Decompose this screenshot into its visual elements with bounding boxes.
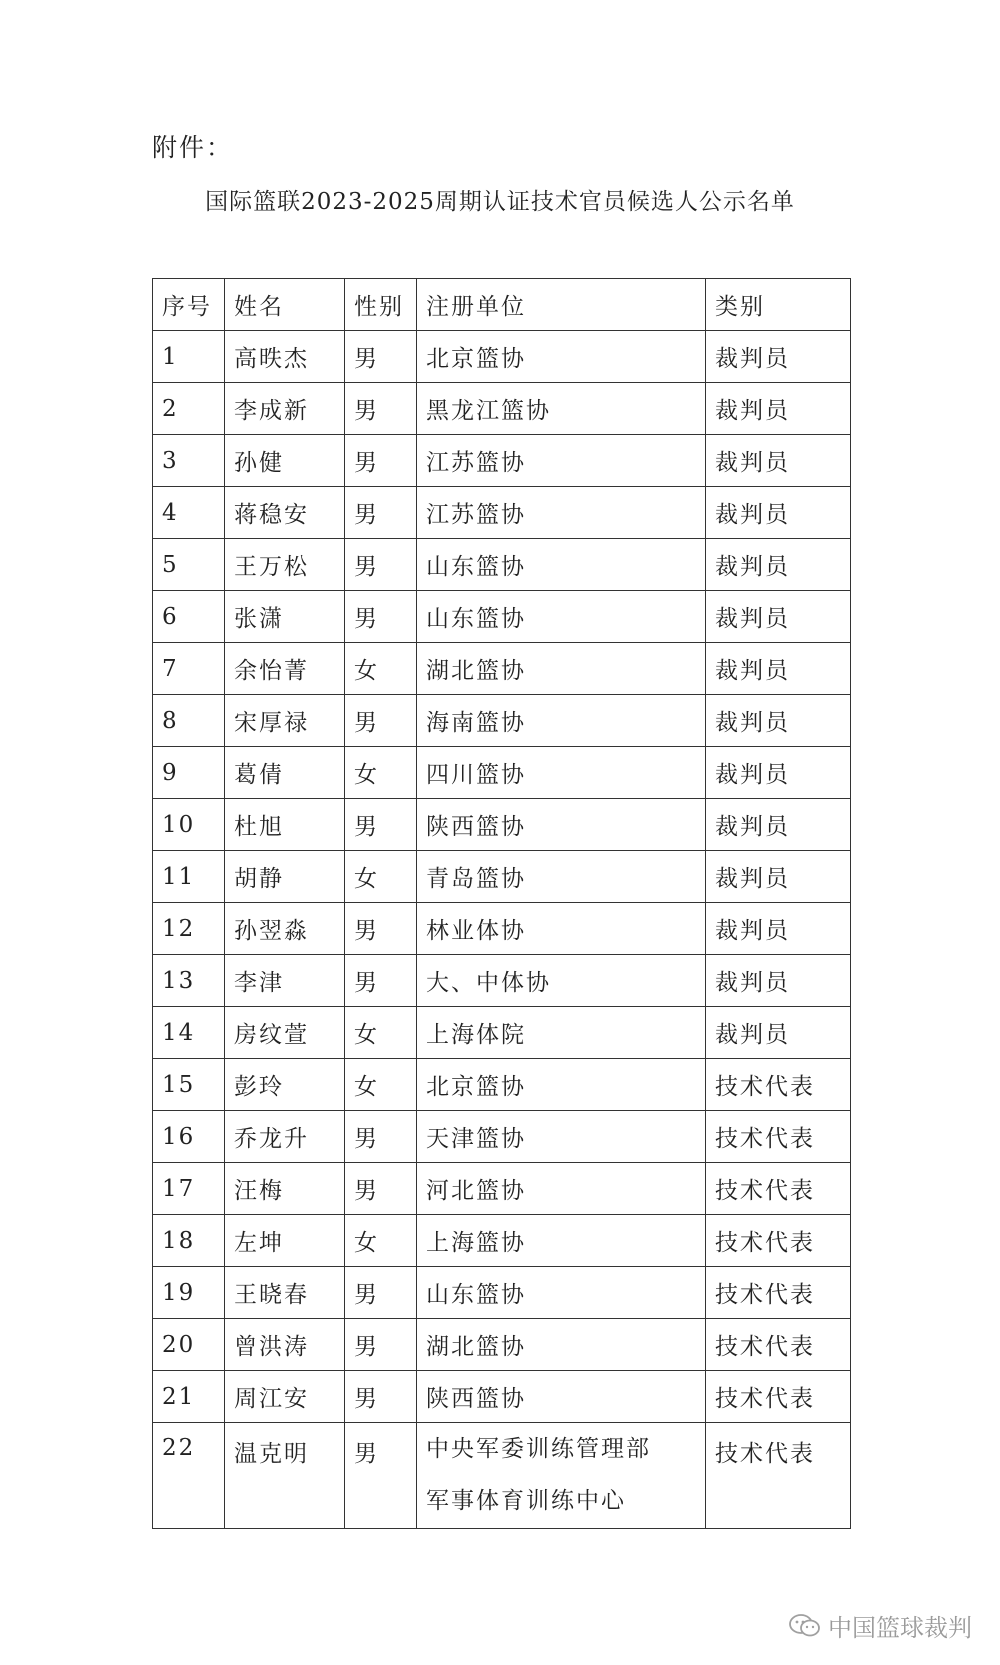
cell-number: 15 [153,1059,225,1111]
table-row [153,1007,851,1059]
cell-gender: 男 [345,1319,417,1371]
cell-name: 温克明 [225,1423,345,1529]
candidate-table [152,278,851,1529]
cell-name: 胡静 [225,851,345,903]
cell-name: 孙健 [225,435,345,487]
cell-category: 技术代表 [706,1059,851,1111]
cell-unit: 陕西篮协 [417,1371,706,1423]
cell-unit: 江苏篮协 [417,487,706,539]
cell-unit: 湖北篮协 [417,643,706,695]
table-row [153,1059,851,1111]
table-row [153,331,851,383]
cell-unit: 四川篮协 [417,747,706,799]
cell-name: 李成新 [225,383,345,435]
cell-category: 技术代表 [706,1319,851,1371]
cell-unit: 北京篮协 [417,1059,706,1111]
cell-unit: 北京篮协 [417,331,706,383]
table-row [153,1111,851,1163]
cell-category: 裁判员 [706,695,851,747]
cell-gender: 男 [345,955,417,1007]
table-row [153,1319,851,1371]
header-category: 类别 [706,279,851,331]
document-title: 国际篮联2023-2025周期认证技术官员候选人公示名单 [205,189,795,215]
cell-category: 裁判员 [706,799,851,851]
cell-category: 技术代表 [706,1371,851,1423]
cell-gender: 女 [345,643,417,695]
cell-category: 裁判员 [706,955,851,1007]
cell-name: 王万松 [225,539,345,591]
table-row [153,1215,851,1267]
cell-number: 18 [153,1215,225,1267]
cell-unit: 天津篮协 [417,1111,706,1163]
table-row [153,539,851,591]
cell-unit: 中央军委训练管理部 军事体育训练中心 [417,1423,706,1529]
cell-unit: 青岛篮协 [417,851,706,903]
cell-category: 裁判员 [706,1007,851,1059]
cell-name: 王晓春 [225,1267,345,1319]
cell-number: 4 [153,487,225,539]
cell-number: 20 [153,1319,225,1371]
cell-number: 9 [153,747,225,799]
cell-number: 8 [153,695,225,747]
cell-gender: 男 [345,539,417,591]
cell-category: 裁判员 [706,539,851,591]
cell-number: 6 [153,591,225,643]
cell-gender: 男 [345,591,417,643]
cell-number: 2 [153,383,225,435]
cell-unit: 山东篮协 [417,1267,706,1319]
cell-unit: 江苏篮协 [417,435,706,487]
table-row [153,1423,851,1529]
cell-unit: 黑龙江篮协 [417,383,706,435]
table-header-row [153,279,851,331]
cell-unit: 山东篮协 [417,591,706,643]
cell-name: 汪梅 [225,1163,345,1215]
cell-category: 裁判员 [706,383,851,435]
cell-name: 葛倩 [225,747,345,799]
cell-name: 周江安 [225,1371,345,1423]
header-number: 序号 [153,279,225,331]
cell-number: 16 [153,1111,225,1163]
cell-number: 22 [153,1423,225,1529]
cell-gender: 女 [345,1059,417,1111]
cell-gender: 男 [345,1267,417,1319]
cell-gender: 男 [345,1371,417,1423]
attachment-label: 附件： [152,133,234,162]
cell-gender: 女 [345,1007,417,1059]
table-row [153,799,851,851]
table-row [153,487,851,539]
cell-gender: 女 [345,851,417,903]
cell-name: 张潇 [225,591,345,643]
table-row [153,955,851,1007]
table-row [153,851,851,903]
cell-category: 裁判员 [706,591,851,643]
cell-name: 房纹萱 [225,1007,345,1059]
table-row [153,643,851,695]
cell-unit: 上海体院 [417,1007,706,1059]
cell-category: 裁判员 [706,487,851,539]
cell-name: 宋厚禄 [225,695,345,747]
cell-category: 技术代表 [706,1423,851,1529]
cell-gender: 男 [345,695,417,747]
table-row [153,747,851,799]
table-row [153,591,851,643]
cell-number: 10 [153,799,225,851]
table-row [153,435,851,487]
header-unit: 注册单位 [417,279,706,331]
cell-name: 高昳杰 [225,331,345,383]
cell-name: 彭玲 [225,1059,345,1111]
cell-unit: 大、中体协 [417,955,706,1007]
table-row [153,1371,851,1423]
cell-unit: 山东篮协 [417,539,706,591]
cell-gender: 女 [345,1215,417,1267]
cell-category: 技术代表 [706,1163,851,1215]
cell-number: 1 [153,331,225,383]
cell-number: 7 [153,643,225,695]
cell-category: 裁判员 [706,331,851,383]
cell-gender: 男 [345,1111,417,1163]
cell-name: 曾洪涛 [225,1319,345,1371]
cell-name: 蒋稳安 [225,487,345,539]
cell-gender: 男 [345,1163,417,1215]
cell-name: 乔龙升 [225,1111,345,1163]
table-row [153,1267,851,1319]
cell-unit: 林业体协 [417,903,706,955]
cell-name: 杜旭 [225,799,345,851]
cell-category: 裁判员 [706,747,851,799]
header-name: 姓名 [225,279,345,331]
cell-category: 裁判员 [706,643,851,695]
table-row [153,383,851,435]
table-row [153,1163,851,1215]
cell-gender: 男 [345,487,417,539]
wechat-icon [788,1613,822,1639]
cell-gender: 女 [345,747,417,799]
cell-number: 11 [153,851,225,903]
cell-name: 余怡菁 [225,643,345,695]
cell-number: 21 [153,1371,225,1423]
watermark [788,1608,972,1643]
cell-gender: 男 [345,1423,417,1529]
cell-gender: 男 [345,383,417,435]
cell-number: 17 [153,1163,225,1215]
header-gender: 性别 [345,279,417,331]
cell-category: 技术代表 [706,1111,851,1163]
cell-unit: 河北篮协 [417,1163,706,1215]
watermark-text: 中国篮球裁判 [828,1614,972,1642]
table-body [153,331,851,1529]
cell-number: 3 [153,435,225,487]
cell-number: 5 [153,539,225,591]
cell-category: 技术代表 [706,1267,851,1319]
table-row [153,903,851,955]
cell-number: 19 [153,1267,225,1319]
cell-category: 裁判员 [706,851,851,903]
cell-gender: 男 [345,799,417,851]
cell-unit: 海南篮协 [417,695,706,747]
cell-unit: 上海篮协 [417,1215,706,1267]
cell-unit: 陕西篮协 [417,799,706,851]
cell-category: 技术代表 [706,1215,851,1267]
cell-category: 裁判员 [706,435,851,487]
cell-name: 李津 [225,955,345,1007]
cell-gender: 男 [345,331,417,383]
cell-gender: 男 [345,903,417,955]
cell-gender: 男 [345,435,417,487]
cell-category: 裁判员 [706,903,851,955]
cell-number: 12 [153,903,225,955]
table-row [153,695,851,747]
cell-unit: 湖北篮协 [417,1319,706,1371]
cell-number: 13 [153,955,225,1007]
cell-name: 孙翌淼 [225,903,345,955]
cell-name: 左坤 [225,1215,345,1267]
cell-number: 14 [153,1007,225,1059]
